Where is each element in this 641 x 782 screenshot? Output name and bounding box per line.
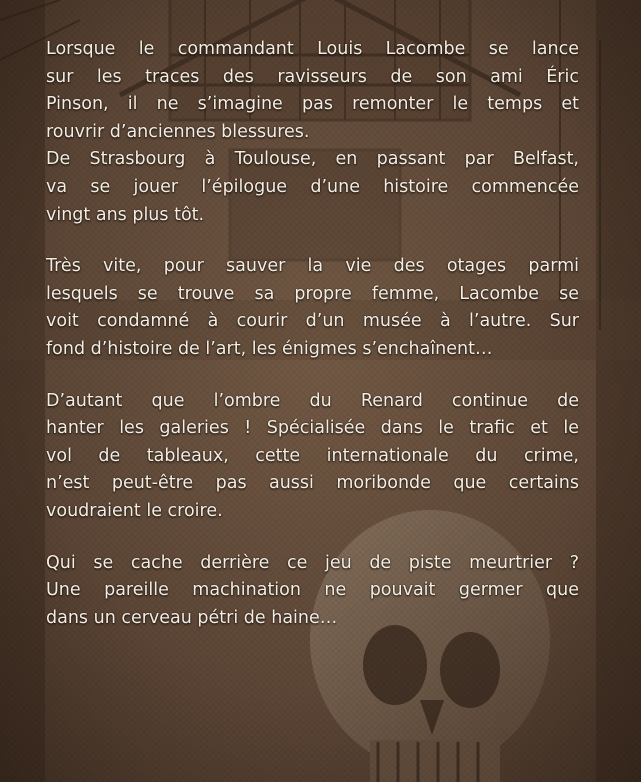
blurb-paragraph-2	[46, 146, 579, 229]
blurb-paragraph-5	[46, 550, 579, 633]
text-line: vingt ans plus tôt.	[46, 204, 205, 225]
text-line: n’est peut-être pas aussi moribonde que certains	[46, 473, 579, 494]
text-line: Qui se cache derrière ce jeu de piste meurtrier ?	[46, 552, 579, 573]
back-cover-blurb	[46, 36, 579, 656]
text-line: D’autant que l’ombre du Renard continue de	[46, 390, 579, 411]
text-line: voudraient le croire.	[46, 500, 223, 521]
text-line: Très vite, pour sauver la vie des otages parmi	[46, 256, 579, 277]
text-line: voit condamné à courir d’un musée à l’autre. Sur	[46, 311, 579, 332]
text-line: vol de tableaux, cette internationale du crime,	[46, 445, 579, 466]
text-line: rouvrir d’anciennes blessures.	[46, 121, 310, 142]
text-line: sur les traces des ravisseurs de son ami Éric	[46, 66, 579, 87]
text-line: De Strasbourg à Toulouse, en passant par Belfast,	[46, 149, 579, 170]
text-line: lesquels se trouve sa propre femme, Lacombe se	[46, 283, 579, 304]
text-line: va se jouer l’épilogue d’une histoire commencée	[46, 176, 579, 197]
blurb-paragraph-1	[46, 36, 579, 146]
blurb-paragraph-4	[46, 388, 579, 526]
text-line: dans un cerveau pétri de haine…	[46, 607, 338, 628]
text-line: Une pareille machination ne pouvait germer que	[46, 580, 579, 601]
text-line: Lorsque le commandant Louis Lacombe se lance	[46, 39, 579, 59]
text-line: Pinson, il ne s’imagine pas remonter le temps et	[46, 94, 579, 115]
text-line: hanter les galeries ! Spécialisée dans le trafic et le	[46, 418, 579, 439]
text-line: fond d’histoire de l’art, les énigmes s’enchaînent…	[46, 338, 493, 359]
blurb-paragraph-3	[46, 253, 579, 363]
